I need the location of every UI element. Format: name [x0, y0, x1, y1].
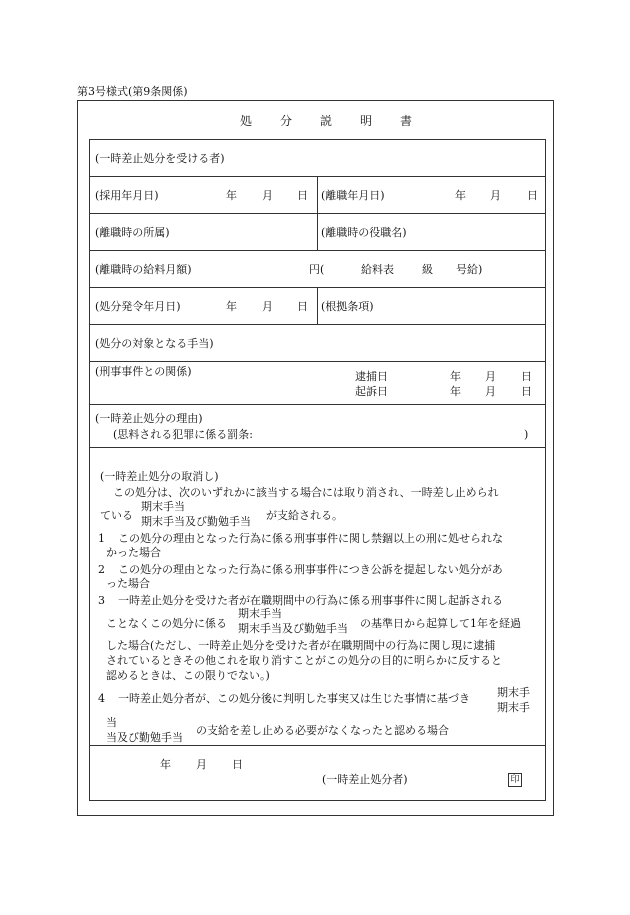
cancel-intro-a: ている	[100, 509, 133, 522]
leave-month: 月	[490, 189, 501, 202]
document-title: 処分説明書	[240, 114, 441, 128]
indict-month: 月	[485, 385, 496, 398]
footer-day: 日	[232, 758, 243, 771]
option-bonus: 期末手当	[141, 500, 185, 513]
indict-day: 日	[521, 385, 532, 398]
arrest-day: 日	[521, 370, 532, 383]
item4-text: 一時差止処分者が、この処分後に判明した事実又は生じた事情に基づき	[118, 692, 470, 705]
item3-a: ことなくこの処分に係る	[106, 617, 227, 630]
salary-yen: 円(	[309, 263, 325, 276]
grade-label: 級	[422, 263, 433, 276]
form-label: 第3号様式(第9条関係)	[77, 85, 188, 98]
reason-detail: (思料される犯罪に係る罰条:	[113, 428, 253, 441]
item4-option-bonus-diligence: 期末手	[497, 701, 530, 714]
item4-end: の支給を差し止める必要がなくなったと認める場合	[196, 724, 449, 737]
position-label: (離職時の役職名)	[321, 226, 407, 239]
item2-cont: った場合	[106, 577, 150, 590]
salary-label: (離職時の給料月額)	[95, 263, 192, 276]
reason-close-paren: )	[524, 428, 529, 441]
seal-icon: 印	[508, 773, 522, 787]
cancel-intro: この処分は、次のいずれかに該当する場合には取り消され、一時差し止められ	[113, 486, 499, 499]
hire-month: 月	[262, 189, 273, 202]
basis-label: (根拠条項)	[321, 300, 374, 313]
item3-e: 認めるときは、この限りでない。)	[106, 669, 270, 682]
leave-year: 年	[455, 189, 466, 202]
cancel-intro-b: が支給される。	[266, 509, 343, 522]
affiliation-label: (離職時の所属)	[95, 226, 170, 239]
arrest-month: 月	[485, 370, 496, 383]
allowance-label: (処分の対象となる手当)	[95, 337, 214, 350]
issue-year: 年	[226, 300, 237, 313]
footer-month: 月	[196, 758, 207, 771]
arrest-year: 年	[450, 370, 461, 383]
cancel-heading: (一時差止処分の取消し)	[100, 470, 219, 483]
item4-option-cont-a: 当	[106, 716, 117, 729]
hire-year: 年	[226, 189, 237, 202]
item3-number: 3	[98, 594, 105, 607]
indict-year: 年	[450, 385, 461, 398]
item4-option-bonus: 期末手	[497, 686, 530, 699]
item1-cont: かった場合	[106, 546, 161, 559]
issue-month: 月	[262, 300, 273, 313]
item3-option-bonus: 期末手当	[238, 607, 282, 620]
indict-date-label: 起訴日	[355, 385, 388, 398]
item1-number: 1	[98, 532, 105, 545]
leave-date-label: (離職年月日)	[321, 189, 385, 202]
item4-option-cont-b: 当及び勤勉手当	[106, 731, 183, 744]
item3-text: 一時差止処分を受けた者が在職期間中の行為に係る刑事事件に関し起訴される	[118, 594, 503, 607]
salary-table-label: 給料表	[361, 263, 394, 276]
item4-number: 4	[98, 692, 105, 705]
item3-c: した場合(ただし、一時差止処分を受けた者が在職期間中の行為に関し現に逮捕	[106, 639, 496, 652]
option-bonus-diligence: 期末手当及び勤勉手当	[141, 515, 251, 528]
item2-text: この処分の理由となった行為に係る刑事事件につき公訴を提起しない処分があ	[118, 563, 503, 576]
hire-day: 日	[297, 189, 308, 202]
issue-date-label: (処分発令年月日)	[95, 300, 181, 313]
issue-day: 日	[297, 300, 308, 313]
hire-date-label: (採用年月日)	[95, 189, 159, 202]
criminal-label: (刑事事件との関係)	[95, 365, 192, 378]
item3-option-bonus-diligence: 期末手当及び勤勉手当	[238, 622, 348, 635]
item3-d: されているときその他これを取り消すことがこの処分の目的に明らかに反すると	[106, 654, 502, 667]
leave-day: 日	[527, 189, 538, 202]
reason-label: (一時差止処分の理由)	[95, 412, 203, 425]
item1-text: この処分の理由となった行為に係る刑事事件に関し禁錮以上の刑に処せられな	[118, 532, 503, 545]
issuer-label: (一時差止処分者)	[322, 773, 408, 786]
subject-label: (一時差止処分を受ける者)	[95, 152, 225, 165]
arrest-date-label: 逮捕日	[355, 370, 388, 383]
footer-year: 年	[160, 758, 171, 771]
item2-number: 2	[98, 563, 105, 576]
step-label: 号給)	[456, 263, 483, 276]
item3-b: の基準日から起算して1年を経過	[360, 617, 521, 630]
